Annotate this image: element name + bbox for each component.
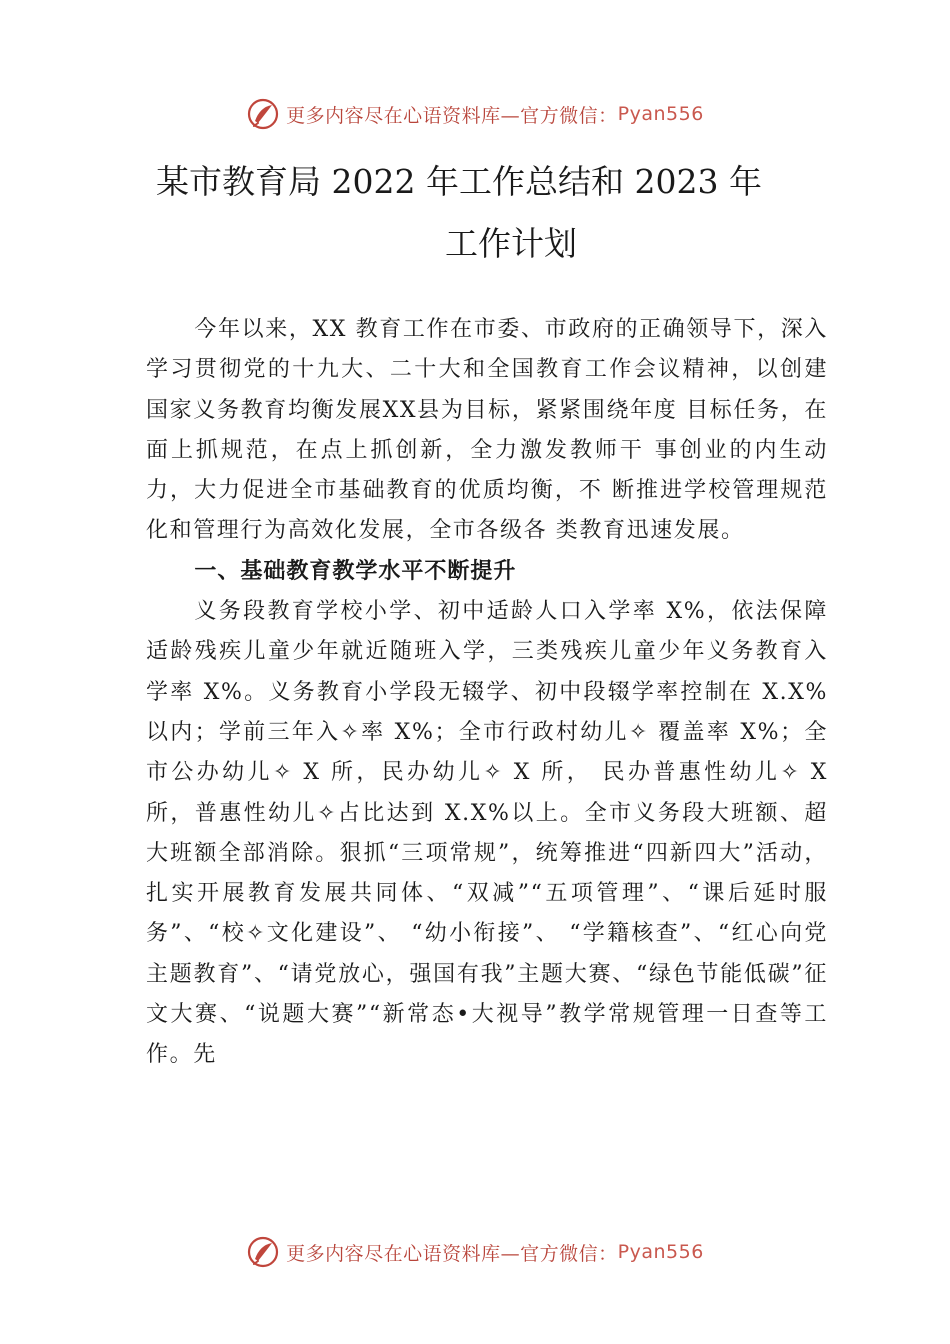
- document-title-line-2: 工作计划: [445, 224, 577, 263]
- watermark-text: 更多内容尽在心语资料库—官方微信：: [286, 104, 618, 127]
- document-body: [146, 310, 828, 1076]
- section-1-paragraph: 义务段教育学校小学、初中适龄人口入学率 X%，依法保障适龄残疾儿童少年就近随班入学，三类残疾儿童少年义务教育入学率 X%。义务教育小学段无辍学、初中段辍学率控制在 X.X%以内；学前三年入✧率 X%；全市行政村幼儿✧ 覆盖率 X%；全市公办幼儿✧ X 所，民办幼儿✧ X 所， 民办普惠性幼儿✧ X 所，普惠性幼儿✧占比达到 X.X%以上。全市义务段大班额、超大班额全部消除。狠抓“三项常规”，统筹推进“四新四大”活动，扎实开展教育发展共同体、“双减”“五项管理”、“课后延时服务”、“校✧文化建设”、 “幼小衔接”、 “学籍核查”、“红心向党主题教育”、“请党放心，强国有我”主题大赛、“绿色节能低碳”征文大赛、“说题大赛”“新常态•大视导”教学常规管理一日查等工作。先: [146, 599, 828, 1068]
- brush-logo-icon: [246, 1235, 280, 1269]
- wechat-id: Pyan556: [617, 1241, 704, 1263]
- wechat-id: Pyan556: [617, 103, 704, 125]
- watermark-banner-bottom: [0, 1232, 950, 1272]
- brush-logo-icon: [246, 97, 280, 131]
- watermark-banner-top: [0, 94, 950, 134]
- watermark-text: 更多内容尽在心语资料库—官方微信：: [286, 1242, 618, 1265]
- intro-paragraph: 今年以来，XX 教育工作在市委、市政府的正确领导下，深入学习贯彻党的十九大、二十大和全国教育工作会议精神，以创建国家义务教育均衡发展XX县为目标，紧紧围绕年度 目标任务，在面上抓规范，在点上抓创新，全力激发教师干 事创业的内生动力，大力促进全市基础教育的优质均衡，不 断推进学校管理规范化和管理行为高效化发展，全市各级各 类教育迅速发展。: [146, 317, 828, 544]
- document-title-line-1: 某市教育局 2022 年工作总结和 2023 年: [156, 162, 762, 201]
- section-1-heading: 一、基础教育教学水平不断提升: [194, 558, 517, 584]
